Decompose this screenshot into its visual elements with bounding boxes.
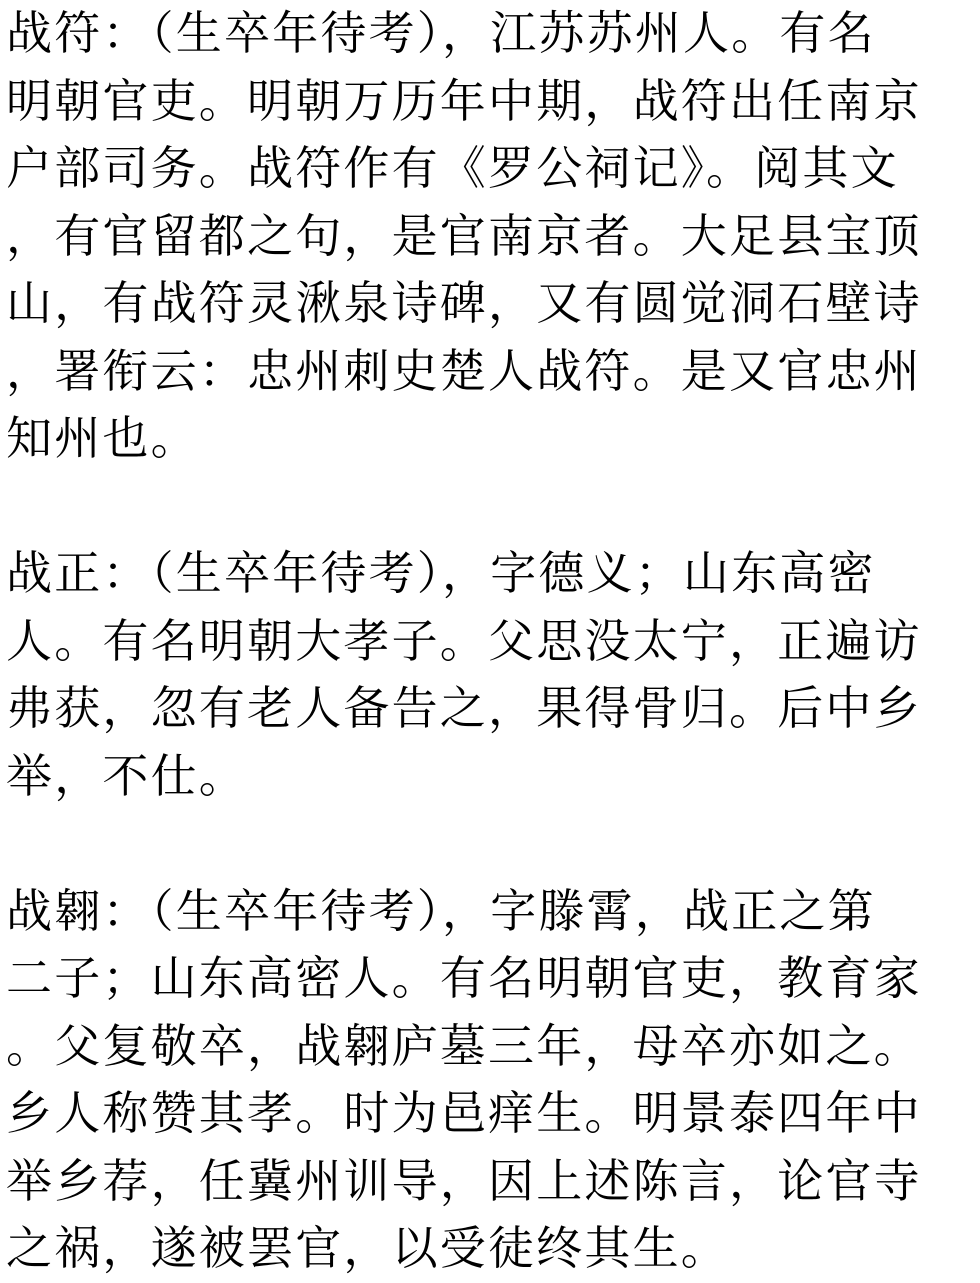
text-line: 战符：（生卒年待考），江苏苏州人。有名 bbox=[6, 6, 876, 60]
text-line: 弗获，忽有老人备告之，果得骨归。后中乡 bbox=[6, 681, 922, 735]
paragraph-zhan-zheng bbox=[6, 540, 974, 810]
paragraph-zhan-fu bbox=[6, 0, 974, 473]
paragraph-zhan-ao bbox=[6, 878, 974, 1283]
text-line: 二子；山东高密人。有名明朝官吏，教育家 bbox=[6, 951, 922, 1005]
text-line: ，署衔云：忠州刺史楚人战符。是又官忠州 bbox=[6, 343, 922, 398]
text-line: 明朝官吏。明朝万历年中期，战符出任南京 bbox=[6, 73, 922, 128]
text-line: 战翱：（生卒年待考），字滕霄，战正之第 bbox=[6, 883, 876, 938]
paragraph-gap bbox=[6, 473, 974, 541]
text-line: 山，有战符灵湫泉诗碑，又有圆觉洞石壁诗 bbox=[6, 276, 922, 330]
text-line: ，有官留都之句，是官南京者。大足县宝顶 bbox=[6, 208, 922, 263]
paragraph-gap bbox=[6, 810, 974, 878]
text-line: 户部司务。战符作有《罗公祠记》。阅其文 bbox=[6, 141, 899, 195]
document-body bbox=[6, 0, 974, 1283]
text-line: 乡人称赞其孝。时为邑痒生。明景泰四年中 bbox=[6, 1086, 922, 1140]
text-line: 之祸，遂被罢官，以受徒终其生。 bbox=[6, 1221, 729, 1275]
text-line: 。父复敬卒，战翱庐墓三年，母卒亦如之。 bbox=[6, 1018, 922, 1073]
text-line: 人。有名明朝大孝子。父思没太宁，正遍访 bbox=[6, 613, 922, 668]
text-line: 知州也。 bbox=[6, 411, 199, 465]
text-line: 战正：（生卒年待考），字德义；山东高密 bbox=[6, 546, 876, 600]
text-line: 举，不仕。 bbox=[6, 748, 247, 803]
text-line: 举乡荐，任冀州训导，因上述陈言，论官寺 bbox=[6, 1153, 922, 1208]
